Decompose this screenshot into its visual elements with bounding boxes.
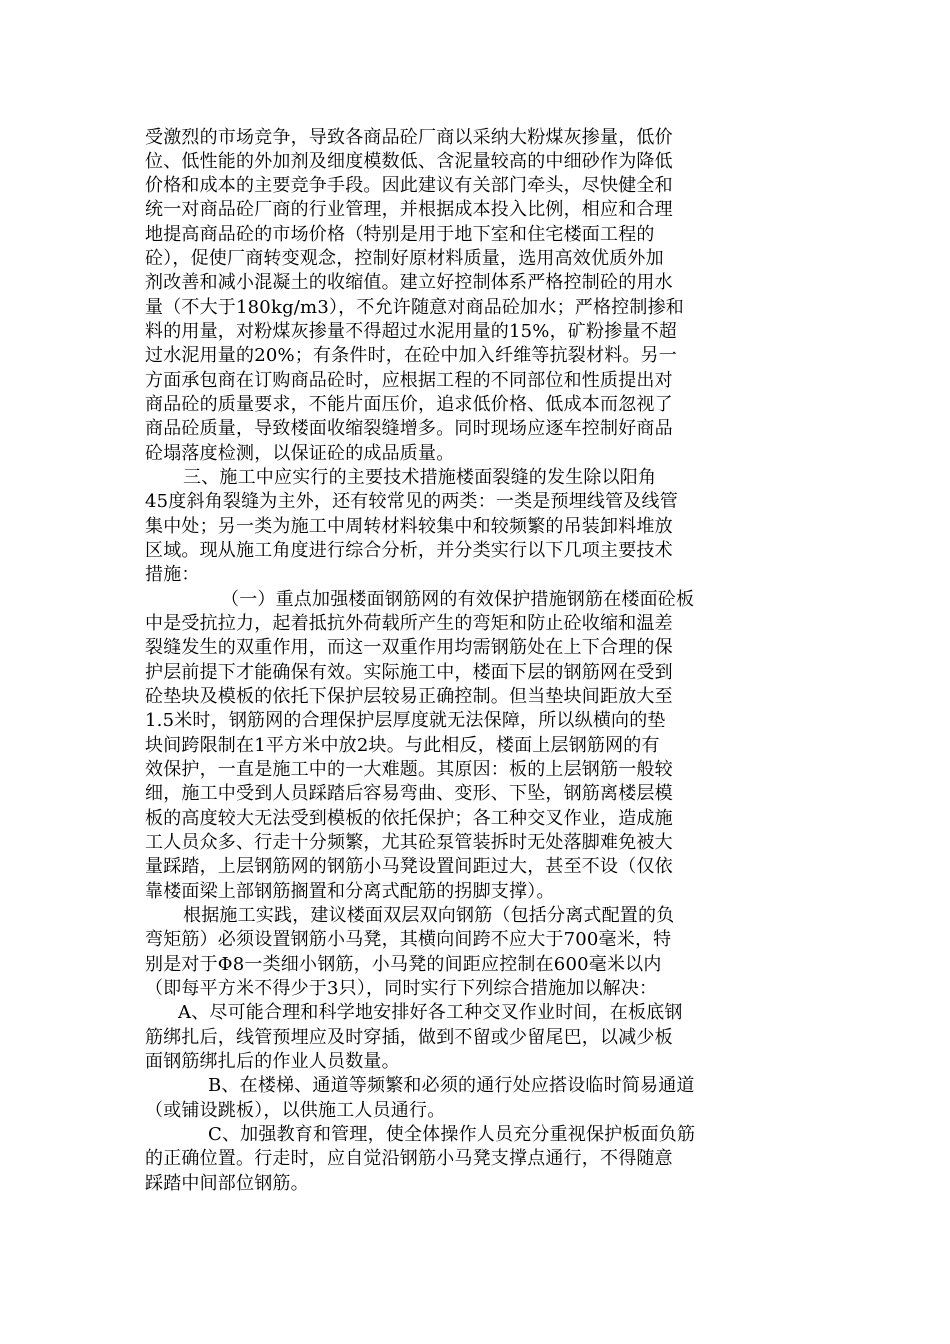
text-line: 45度斜角裂缝为主外，还有较常见的两类：一类是预埋线管及线管 [145,491,678,512]
text-line: 商品砼的质量要求，不能片面压价，追求低价格、低成本而忽视了 [145,394,673,415]
text-line: 踩踏中间部位钢筋。 [145,1173,309,1194]
text-line: 裂缝发生的双重作用，而这一双重作用均需钢筋处在上下合理的保 [145,637,673,658]
text-line: 地提高商品砼的市场价格（特别是用于地下室和住宅楼面工程的 [145,224,655,245]
text-line: 1.5米时，钢筋网的合理保护层厚度就无法保障，所以纵横向的垫 [145,710,666,731]
measure-item-b: B、在楼梯、通道等频繁和必须的通行处应搭设临时简易通道 [208,1075,695,1096]
text-line: 筋绑扎后，线管预埋应及时穿插，做到不留或少留尾巴，以减少板 [145,1027,673,1048]
measure-item-c: C、加强教育和管理，使全体操作人员充分重视保护板面负筋 [208,1124,696,1145]
paragraph-start: 根据施工实践，建议楼面双层双向钢筋（包括分离式配置的负 [183,905,675,926]
text-line: 砼塌落度检测，以保证砼的成品质量。 [145,443,455,464]
text-line: 区域。现从施工角度进行综合分析，并分类实行以下几项主要技术 [145,540,673,561]
text-line: 别是对于Φ8一类细小钢筋，小马凳的间距应控制在600毫米以内 [145,954,662,975]
text-line: 细，施工中受到人员踩踏后容易弯曲、变形、下坠，钢筋离楼层模 [145,783,673,804]
text-line: 商品砼质量，导致楼面收缩裂缝增多。同时现场应逐车控制好商品 [145,418,673,439]
text-line: 板的高度较大无法受到模板的依托保护；各工种交叉作业，造成施 [145,808,673,829]
text-line: 受激烈的市场竞争，导致各商品砼厂商以采纳大粉煤灰掺量，低价 [145,127,673,148]
subsection-heading-one: （一）重点加强楼面钢筋网的有效保护措施钢筋在楼面砼板 [221,589,695,610]
text-line: 面钢筋绑扎后的作业人员数量。 [145,1051,400,1072]
text-line: 措施： [145,564,200,585]
text-line: 工人员众多、行走十分频繁，尤其砼泵管装拆时无处落脚难免被大 [145,832,673,853]
text-line: 块间跨限制在1平方米中放2块。与此相反，楼面上层钢筋网的有 [145,735,660,756]
measure-item-a: A、尽可能合理和科学地安排好各工种交叉作业时间，在板底钢 [178,1002,683,1023]
text-line: 方面承包商在订购商品砼时，应根据工程的不同部位和性质提出对 [145,370,673,391]
text-line: 效保护，一直是施工中的一大难题。其原因：板的上层钢筋一般较 [145,759,673,780]
text-line: 剂改善和减小混凝土的收缩值。建立好控制体系严格控制砼的用水 [145,272,673,293]
section-heading-three: 三、施工中应实行的主要技术措施楼面裂缝的发生除以阳角 [183,467,657,488]
text-line: 护层前提下才能确保有效。实际施工中，楼面下层的钢筋网在受到 [145,662,673,683]
text-line: 弯矩筋）必须设置钢筋小马凳，其横向间跨不应大于700毫米，特 [145,929,672,950]
text-line: 的正确位置。行走时，应自觉沿钢筋小马凳支撑点通行，不得随意 [145,1148,673,1169]
text-line: 靠楼面梁上部钢筋搁置和分离式配筋的拐脚支撑）。 [145,881,555,902]
text-line: （即每平方米不得少于3只），同时实行下列综合措施加以解决： [145,978,658,999]
text-line: 量（不大于180kg/m3），不允许随意对商品砼加水；严格控制掺和 [145,297,684,318]
text-line: 砼），促使厂商转变观念，控制好原材料质量，选用高效优质外加 [145,248,664,269]
text-line: 统一对商品砼厂商的行业管理，并根据成本投入比例，相应和合理 [145,199,673,220]
text-line: 集中处；另一类为施工中周转材料较集中和较频繁的吊装卸料堆放 [145,516,673,537]
text-line: 过水泥用量的20%；有条件时，在砼中加入纤维等抗裂材料。另一 [145,345,678,366]
text-line: 砼垫块及模板的依托下保护层较易正确控制。但当垫块间距放大至 [145,686,673,707]
text-line: 价格和成本的主要竞争手段。因此建议有关部门牵头，尽快健全和 [145,175,673,196]
text-line: 量踩踏，上层钢筋网的钢筋小马凳设置间距过大，甚至不设（仅依 [145,856,673,877]
text-line: 位、低性能的外加剂及细度模数低、含泥量较高的中细砂作为降低 [145,151,673,172]
text-line: 料的用量，对粉煤灰掺量不得超过水泥用量的15%，矿粉掺量不超 [145,321,678,342]
text-line: 中是受抗拉力，起着抵抗外荷载所产生的弯矩和防止砼收缩和温差 [145,613,673,634]
text-line: （或铺设跳板），以供施工人员通行。 [145,1100,446,1121]
